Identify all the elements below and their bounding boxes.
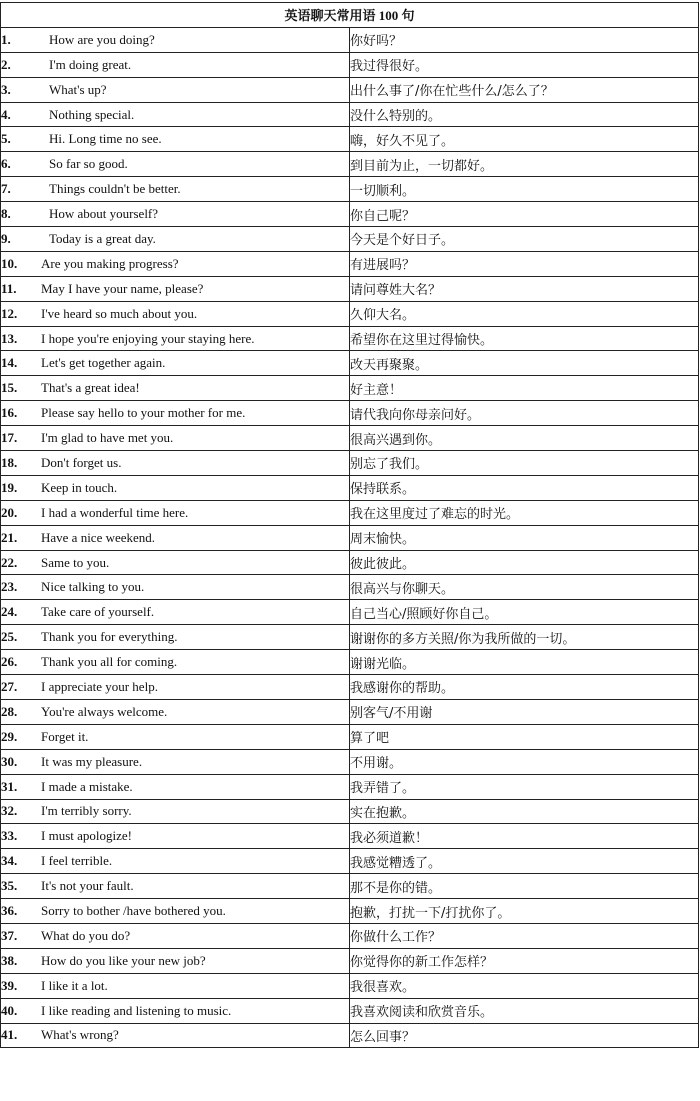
- row-number: 29.: [1, 728, 18, 744]
- row-number: 30.: [1, 753, 18, 769]
- english-cell: [1, 401, 350, 426]
- phrase-row: [1, 849, 699, 874]
- title-row: [1, 3, 699, 28]
- chinese-translation: 自己当心/照顾好你自己。: [350, 600, 699, 625]
- english-cell: [1, 675, 350, 700]
- chinese-translation: 你觉得你的新工作怎样？: [350, 948, 699, 973]
- english-cell: [1, 650, 350, 675]
- chinese-translation: 没什么特别的。: [350, 102, 699, 127]
- english-cell: [1, 251, 350, 276]
- row-number: 21.: [1, 529, 18, 545]
- chinese-translation: 别客气/不用谢: [350, 699, 699, 724]
- row-number: 6.: [1, 156, 11, 172]
- phrase-row: [1, 525, 699, 550]
- row-number: 2.: [1, 56, 11, 72]
- row-number: 12.: [1, 305, 18, 321]
- phrase-row: [1, 251, 699, 276]
- phrase-row: [1, 824, 699, 849]
- row-number: 8.: [1, 206, 11, 222]
- row-number: 31.: [1, 778, 18, 794]
- chinese-translation: 请问尊姓大名？: [350, 276, 699, 301]
- chinese-translation: 好主意！: [350, 376, 699, 401]
- row-number: 17.: [1, 430, 18, 446]
- english-phrase: I made a mistake.: [41, 778, 133, 794]
- chinese-translation: 实在抱歉。: [350, 799, 699, 824]
- english-cell: [1, 77, 350, 102]
- english-phrase: Let's get together again.: [41, 355, 166, 371]
- phrase-table: [0, 2, 699, 1048]
- english-phrase: I like it a lot.: [41, 977, 108, 993]
- english-phrase: So far so good.: [49, 156, 128, 172]
- chinese-translation: 我弄错了。: [350, 774, 699, 799]
- english-phrase: I like reading and listening to music.: [41, 1002, 232, 1018]
- chinese-translation: 请代我向你母亲问好。: [350, 401, 699, 426]
- english-cell: [1, 973, 350, 998]
- row-number: 27.: [1, 678, 18, 694]
- english-phrase: How are you doing?: [49, 31, 155, 47]
- phrase-row: [1, 127, 699, 152]
- english-cell: [1, 749, 350, 774]
- english-cell: [1, 699, 350, 724]
- chinese-translation: 谢谢你的多方关照/你为我所做的一切。: [350, 625, 699, 650]
- english-phrase: What's wrong?: [41, 1027, 119, 1043]
- english-cell: [1, 849, 350, 874]
- row-number: 13.: [1, 330, 18, 346]
- english-cell: [1, 824, 350, 849]
- english-cell: [1, 724, 350, 749]
- english-phrase: Nice talking to you.: [41, 579, 145, 595]
- english-cell: [1, 475, 350, 500]
- english-cell: [1, 301, 350, 326]
- english-phrase: It's not your fault.: [41, 878, 134, 894]
- english-cell: [1, 102, 350, 127]
- row-number: 34.: [1, 853, 18, 869]
- row-number: 33.: [1, 828, 18, 844]
- chinese-translation: 不用谢。: [350, 749, 699, 774]
- english-phrase: I'm doing great.: [49, 56, 132, 72]
- english-phrase: What's up?: [49, 81, 107, 97]
- phrase-row: [1, 675, 699, 700]
- phrase-row: [1, 973, 699, 998]
- english-phrase: Sorry to bother /have bothered you.: [41, 903, 226, 918]
- english-cell: [1, 500, 350, 525]
- phrase-row: [1, 699, 699, 724]
- english-cell: [1, 426, 350, 451]
- phrase-row: [1, 326, 699, 351]
- english-phrase: You're always welcome.: [41, 703, 168, 719]
- chinese-translation: 我必须道歉！: [350, 824, 699, 849]
- phrase-row: [1, 177, 699, 202]
- english-cell: [1, 625, 350, 650]
- chinese-translation: 我喜欢阅读和欣赏音乐。: [350, 998, 699, 1023]
- phrase-row: [1, 500, 699, 525]
- row-number: 36.: [1, 903, 18, 918]
- english-cell: [1, 451, 350, 476]
- document-title: 英语聊天常用语 100 句: [1, 3, 699, 28]
- english-cell: [1, 152, 350, 177]
- row-number: 10.: [1, 255, 18, 271]
- row-number: 22.: [1, 554, 18, 570]
- english-phrase: Thank you all for coming.: [41, 654, 178, 670]
- chinese-translation: 你好吗？: [350, 27, 699, 52]
- chinese-translation: 保持联系。: [350, 475, 699, 500]
- phrase-row: [1, 77, 699, 102]
- phrase-row: [1, 600, 699, 625]
- row-number: 9.: [1, 230, 11, 246]
- phrase-row: [1, 874, 699, 899]
- chinese-translation: 到目前为止，一切都好。: [350, 152, 699, 177]
- phrase-row: [1, 998, 699, 1023]
- row-number: 15.: [1, 380, 18, 396]
- english-phrase: Keep in touch.: [41, 479, 118, 495]
- phrase-row: [1, 575, 699, 600]
- phrase-row: [1, 27, 699, 52]
- chinese-translation: 抱歉，打扰一下/打扰你了。: [350, 899, 699, 924]
- phrase-row: [1, 724, 699, 749]
- chinese-translation: 那不是你的错。: [350, 874, 699, 899]
- english-cell: [1, 326, 350, 351]
- english-phrase: How about yourself?: [49, 206, 159, 222]
- english-phrase: What do you do?: [41, 927, 131, 943]
- english-cell: [1, 874, 350, 899]
- english-phrase: I must apologize!: [41, 828, 132, 844]
- row-number: 1.: [1, 31, 11, 47]
- row-number: 16.: [1, 405, 18, 421]
- row-number: 11.: [1, 280, 17, 296]
- chinese-translation: 怎么回事？: [350, 1023, 699, 1048]
- english-phrase: Please say hello to your mother for me.: [41, 405, 246, 421]
- chinese-translation: 很高兴遇到你。: [350, 426, 699, 451]
- english-phrase: Are you making progress?: [41, 255, 179, 271]
- english-phrase: I appreciate your help.: [41, 678, 158, 694]
- row-number: 38.: [1, 952, 18, 968]
- english-phrase: How do you like your new job?: [41, 952, 206, 968]
- english-phrase: That's a great idea!: [41, 380, 140, 396]
- chinese-translation: 我在这里度过了难忘的时光。: [350, 500, 699, 525]
- row-number: 20.: [1, 504, 18, 520]
- phrase-row: [1, 749, 699, 774]
- english-phrase: Hi. Long time no see.: [49, 131, 162, 147]
- phrase-row: [1, 426, 699, 451]
- phrase-table-body: [1, 3, 699, 1048]
- english-cell: [1, 998, 350, 1023]
- row-number: 39.: [1, 977, 18, 993]
- chinese-translation: 久仰大名。: [350, 301, 699, 326]
- english-phrase: Don't forget us.: [41, 454, 122, 470]
- phrase-row: [1, 451, 699, 476]
- phrase-row: [1, 923, 699, 948]
- english-phrase: Things couldn't be better.: [49, 181, 181, 197]
- english-cell: [1, 774, 350, 799]
- phrase-row: [1, 102, 699, 127]
- row-number: 7.: [1, 181, 11, 197]
- english-phrase: Have a nice weekend.: [41, 529, 156, 545]
- english-cell: [1, 202, 350, 227]
- phrase-row: [1, 550, 699, 575]
- phrase-row: [1, 799, 699, 824]
- row-number: 24.: [1, 604, 18, 620]
- row-number: 18.: [1, 454, 18, 470]
- chinese-translation: 我感谢你的帮助。: [350, 675, 699, 700]
- english-phrase: Take care of yourself.: [41, 604, 155, 620]
- english-cell: [1, 27, 350, 52]
- phrase-row: [1, 948, 699, 973]
- english-cell: [1, 575, 350, 600]
- english-cell: [1, 177, 350, 202]
- phrase-row: [1, 774, 699, 799]
- chinese-translation: 希望你在这里过得愉快。: [350, 326, 699, 351]
- phrase-row: [1, 351, 699, 376]
- english-cell: [1, 52, 350, 77]
- chinese-translation: 谢谢光临。: [350, 650, 699, 675]
- chinese-translation: 我感觉糟透了。: [350, 849, 699, 874]
- english-cell: [1, 1023, 350, 1048]
- english-cell: [1, 351, 350, 376]
- phrase-row: [1, 376, 699, 401]
- row-number: 40.: [1, 1002, 18, 1018]
- english-phrase: It was my pleasure.: [41, 753, 143, 769]
- english-phrase: I'm terribly sorry.: [41, 803, 132, 819]
- row-number: 3.: [1, 81, 11, 97]
- phrase-row: [1, 202, 699, 227]
- phrase-row: [1, 650, 699, 675]
- phrase-row: [1, 52, 699, 77]
- english-cell: [1, 948, 350, 973]
- english-phrase: Same to you.: [41, 554, 110, 570]
- chinese-translation: 一切顺利。: [350, 177, 699, 202]
- chinese-translation: 有进展吗？: [350, 251, 699, 276]
- row-number: 37.: [1, 927, 18, 943]
- chinese-translation: 改天再聚聚。: [350, 351, 699, 376]
- row-number: 4.: [1, 106, 11, 122]
- english-cell: [1, 276, 350, 301]
- english-cell: [1, 127, 350, 152]
- chinese-translation: 我过得很好。: [350, 52, 699, 77]
- chinese-translation: 彼此彼此。: [350, 550, 699, 575]
- row-number: 32.: [1, 803, 18, 819]
- chinese-translation: 很高兴与你聊天。: [350, 575, 699, 600]
- chinese-translation: 别忘了我们。: [350, 451, 699, 476]
- english-phrase: Thank you for everything.: [41, 629, 178, 645]
- chinese-translation: 嗨，好久不见了。: [350, 127, 699, 152]
- row-number: 19.: [1, 479, 18, 495]
- phrase-row: [1, 625, 699, 650]
- chinese-translation: 你自己呢？: [350, 202, 699, 227]
- chinese-translation: 今天是个好日子。: [350, 227, 699, 252]
- english-phrase: I feel terrible.: [41, 853, 113, 869]
- english-cell: [1, 799, 350, 824]
- english-cell: [1, 923, 350, 948]
- row-number: 23.: [1, 579, 18, 595]
- english-phrase: I've heard so much about you.: [41, 305, 198, 321]
- english-cell: [1, 227, 350, 252]
- english-phrase: May I have your name, please?: [41, 280, 204, 296]
- english-phrase: Today is a great day.: [49, 230, 156, 246]
- row-number: 41.: [1, 1027, 18, 1043]
- english-cell: [1, 550, 350, 575]
- phrase-row: [1, 899, 699, 924]
- row-number: 26.: [1, 654, 18, 670]
- english-cell: [1, 899, 350, 924]
- phrase-row: [1, 475, 699, 500]
- phrase-row: [1, 1023, 699, 1048]
- chinese-translation: 周末愉快。: [350, 525, 699, 550]
- english-cell: [1, 525, 350, 550]
- row-number: 25.: [1, 629, 18, 645]
- chinese-translation: 算了吧: [350, 724, 699, 749]
- english-cell: [1, 600, 350, 625]
- english-phrase: Nothing special.: [49, 106, 135, 122]
- english-phrase: I hope you're enjoying your staying here.: [41, 330, 255, 346]
- english-phrase: I'm glad to have met you.: [41, 430, 174, 446]
- row-number: 5.: [1, 131, 11, 147]
- chinese-translation: 你做什么工作？: [350, 923, 699, 948]
- row-number: 35.: [1, 878, 18, 894]
- chinese-translation: 我很喜欢。: [350, 973, 699, 998]
- english-phrase: I had a wonderful time here.: [41, 504, 189, 520]
- phrase-row: [1, 301, 699, 326]
- row-number: 14.: [1, 355, 18, 371]
- row-number: 28.: [1, 703, 18, 719]
- phrase-row: [1, 276, 699, 301]
- phrase-row: [1, 152, 699, 177]
- english-phrase: Forget it.: [41, 728, 89, 744]
- chinese-translation: 出什么事了/你在忙些什么/怎么了？: [350, 77, 699, 102]
- phrase-row: [1, 401, 699, 426]
- phrase-row: [1, 227, 699, 252]
- english-cell: [1, 376, 350, 401]
